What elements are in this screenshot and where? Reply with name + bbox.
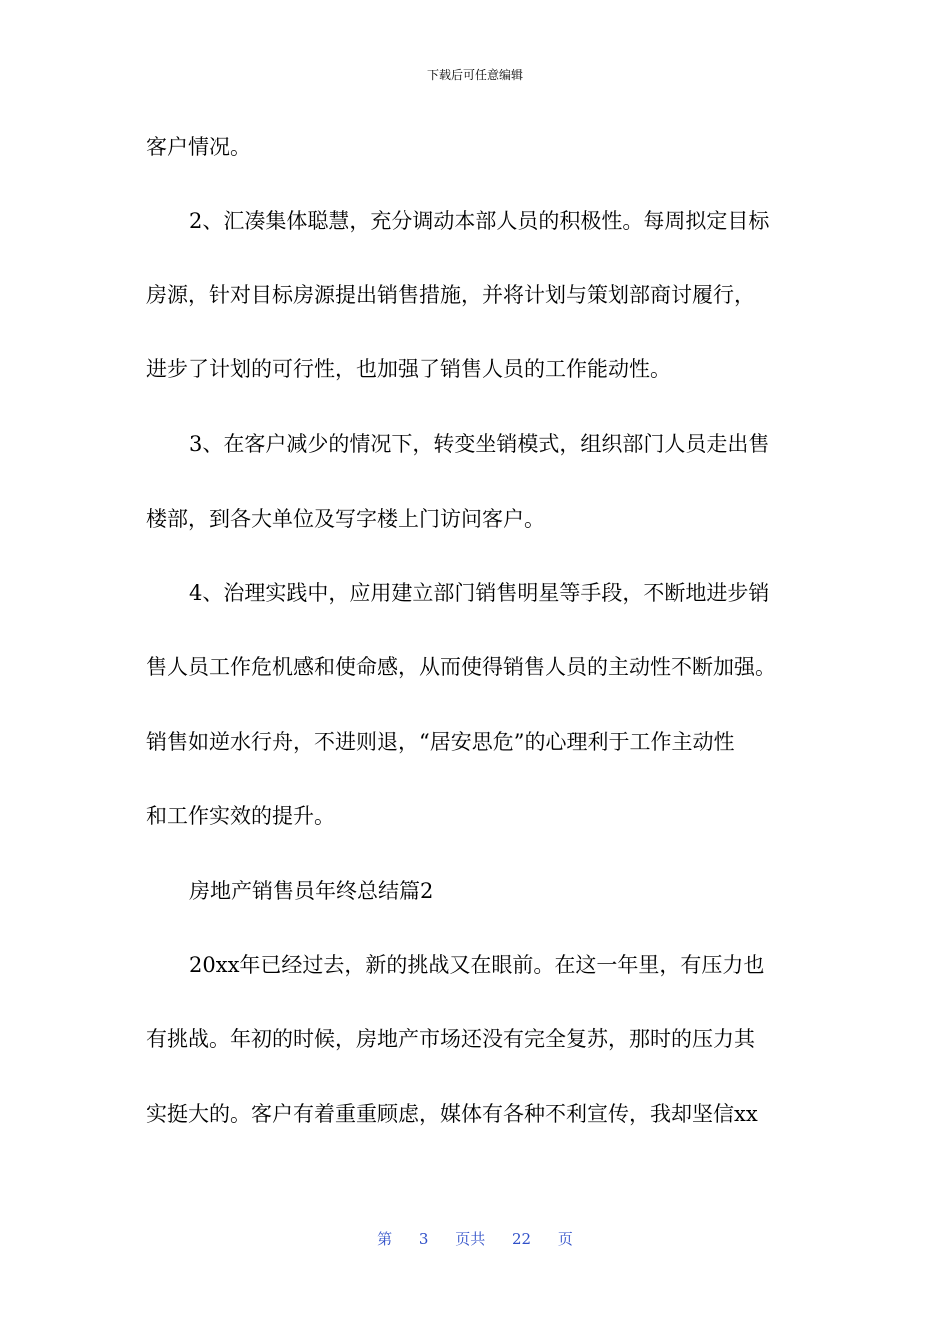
paragraph-line: 进步了计划的可行性，也加强了销售人员的工作能动性。 — [146, 357, 671, 381]
paragraph-line: 客户情况。 — [146, 135, 251, 159]
section-heading: 房地产销售员年终总结篇2 — [189, 879, 434, 903]
total-page-count: 22 — [512, 1230, 532, 1248]
page-footer — [0, 1230, 950, 1248]
footer-prefix: 第 — [377, 1230, 393, 1248]
paragraph-line: 有挑战。年初的时候，房地产市场还没有完全复苏，那时的压力其 — [146, 1027, 755, 1051]
paragraph-line: 楼部，到各大单位及写字楼上门访问客户。 — [146, 507, 545, 531]
footer-suffix: 页 — [557, 1230, 573, 1248]
header-note: 下载后可任意编辑 — [426, 68, 523, 82]
paragraph-line: 售人员工作危机感和使命感，从而使得销售人员的主动性不断加强。 — [146, 655, 776, 679]
footer-middle: 页共 — [455, 1230, 486, 1248]
paragraph-line: 2、汇凑集体聪慧，充分调动本部人员的积极性。每周拟定目标 — [189, 209, 770, 233]
paragraph-line: 20xx年已经过去，新的挑战又在眼前。在这一年里，有压力也 — [189, 953, 765, 977]
paragraph-line: 销售如逆水行舟，不进则退，“居安思危”的心理利于工作主动性 — [146, 730, 735, 754]
paragraph-line: 实挺大的。客户有着重重顾虑，媒体有各种不利宣传，我却坚信xx — [146, 1102, 758, 1126]
paragraph-line: 和工作实效的提升。 — [146, 804, 335, 828]
paragraph-line: 房源，针对目标房源提出销售措施，并将计划与策划部商讨履行， — [146, 283, 755, 307]
current-page-number: 3 — [418, 1230, 429, 1248]
paragraph-line: 3、在客户减少的情况下，转变坐销模式，组织部门人员走出售 — [189, 432, 770, 456]
paragraph-line: 4、治理实践中，应用建立部门销售明星等手段，不断地进步销 — [189, 581, 770, 605]
